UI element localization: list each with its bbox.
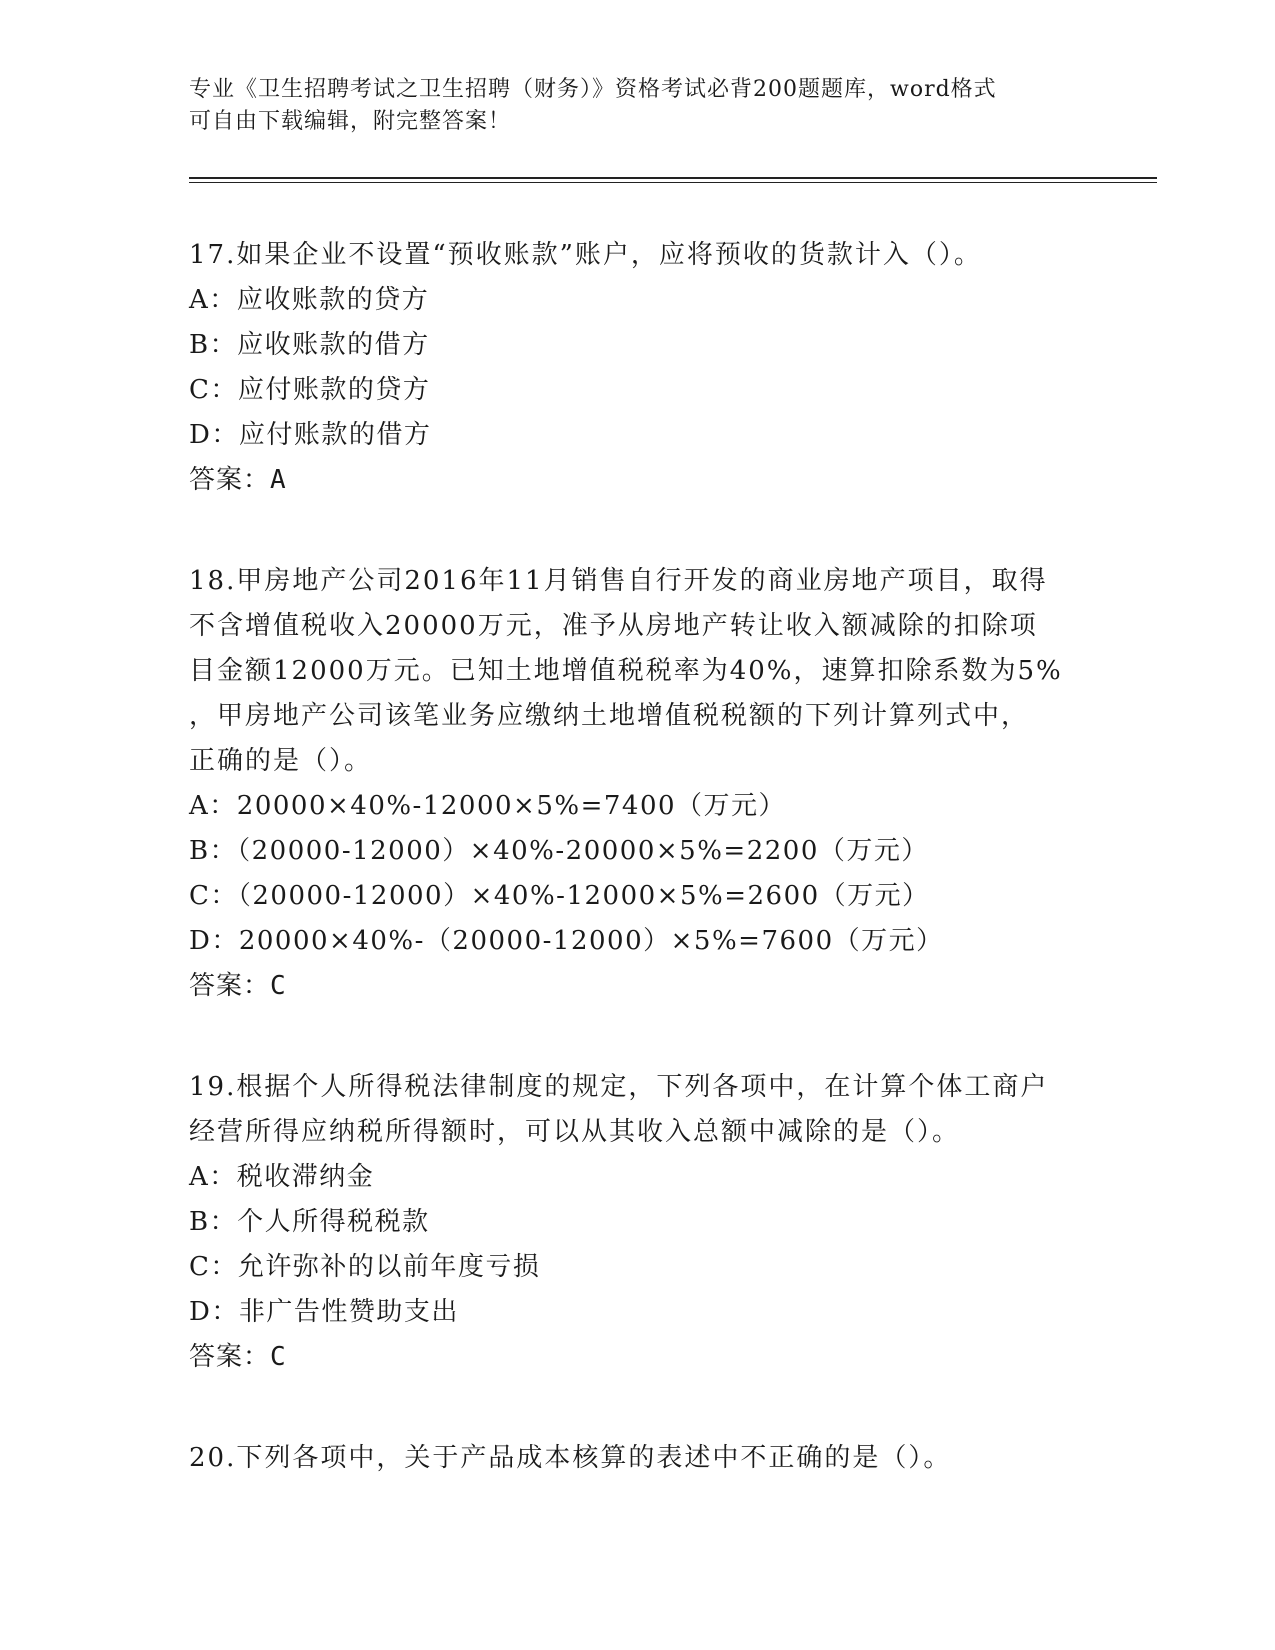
option-b: B：（20000-12000）×40%-20000×5%=2200（万元） [189,836,929,866]
option-a: A：税收滞纳金 [189,1162,375,1192]
question-stem: 17.如果企业不设置“预收账款”账户，应将预收的货款计入（）。 [189,240,982,270]
question-stem-line-4: ，甲房地产公司该笔业务应缴纳土地增值税税额的下列计算列式中， [189,701,1030,731]
question-19 [189,1065,1089,1380]
option-c: C：（20000-12000）×40%-12000×5%=2600（万元） [189,881,930,911]
header-divider [189,177,1157,183]
option-a: A：20000×40%-12000×5%=7400（万元） [189,791,787,821]
option-c: C：应付账款的贷方 [189,375,431,405]
answer-value: C [270,971,287,1001]
answer-line [189,1335,1089,1380]
question-18 [189,559,1089,1009]
option-d: D：非广告性赞助支出 [189,1297,459,1327]
question-list [189,233,1089,1537]
question-stem-line-3: 目金额12000万元。已知土地增值税税率为40%，速算扣除系数为5% [189,656,1063,686]
question-stem-line-2: 经营所得应纳税所得额时，可以从其收入总额中减除的是（）。 [189,1117,961,1147]
option-b: B：应收账款的借方 [189,330,430,360]
option-d: D：应付账款的借方 [189,420,432,450]
answer-value: C [270,1342,287,1372]
question-stem-line-2: 不含增值税收入20000万元，准予从房地产转让收入额减除的扣除项 [189,611,1038,641]
option-a: A：应收账款的贷方 [189,285,430,315]
answer-label: 答案： [189,1342,271,1372]
question-17 [189,233,1089,503]
answer-line [189,458,1089,503]
option-c: C：允许弥补的以前年度亏损 [189,1252,541,1282]
question-stem-line-1: 18.甲房地产公司2016年11月销售自行开发的商业房地产项目，取得 [189,566,1048,596]
question-stem: 20.下列各项中，关于产品成本核算的表述中不正确的是（）。 [189,1443,952,1473]
answer-label: 答案： [189,971,271,1001]
header-title-line-1: 专业《卫生招聘考试之卫生招聘（财务）》资格考试必背200题题库，word格式 [189,77,997,102]
question-stem-line-1: 19.根据个人所得税法律制度的规定，下列各项中，在计算个体工商户 [189,1072,1049,1102]
document-header [189,74,1089,138]
option-d: D：20000×40%-（20000-12000）×5%=7600（万元） [189,926,944,956]
answer-value: A [270,465,287,495]
option-b: B：个人所得税税款 [189,1207,430,1237]
question-stem-line-5: 正确的是（）。 [189,746,373,776]
header-title-line-2: 可自由下载编辑，附完整答案！ [189,109,512,134]
answer-line [189,964,1089,1009]
answer-label: 答案： [189,465,271,495]
question-20 [189,1436,1089,1481]
